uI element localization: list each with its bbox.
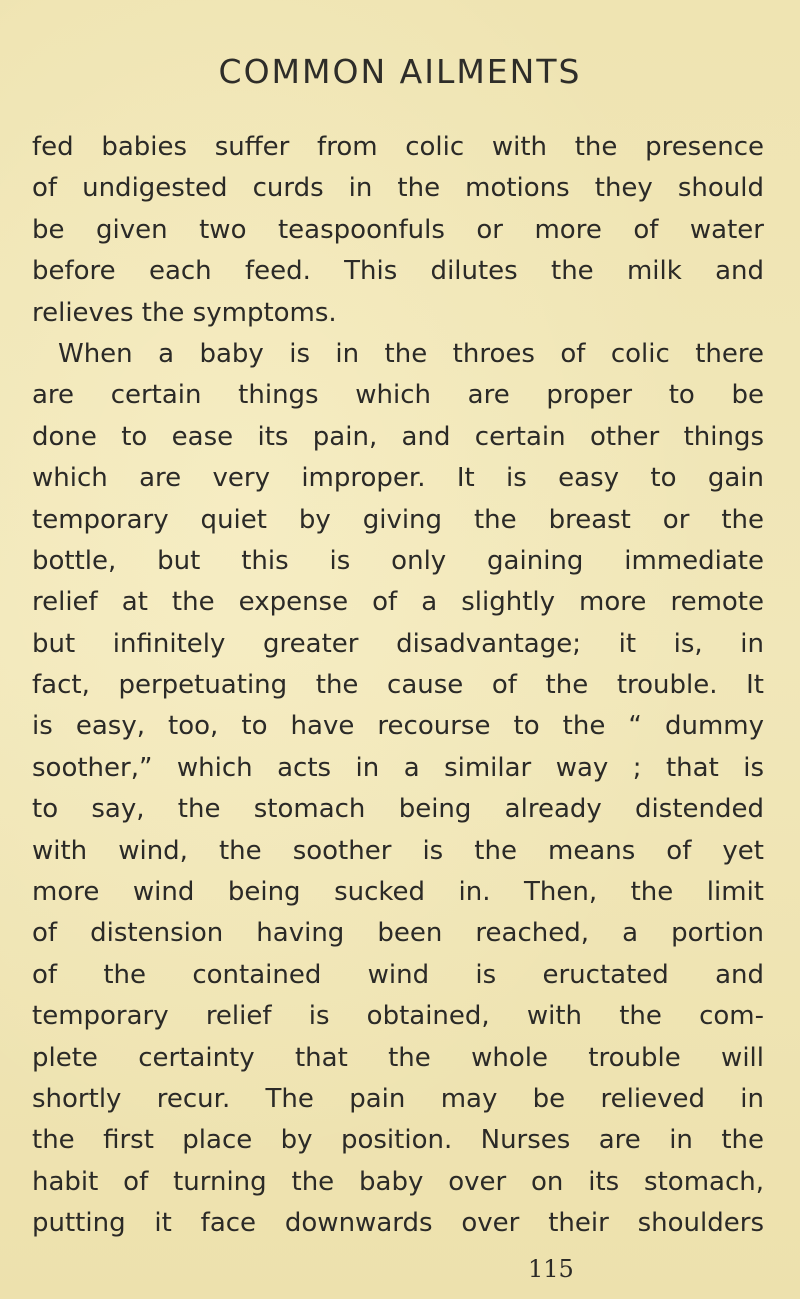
text-line: be given two teaspoonfuls or more of water [32, 214, 764, 245]
text-line: of distension having been reached, a portion [32, 918, 764, 949]
text-line: done to ease its pain, and certain other things [32, 421, 764, 452]
text-line: shortly recur. The pain may be relieved in [32, 1083, 764, 1114]
text-line: of the contained wind is eructated and [32, 959, 764, 990]
text-line: but infinitely greater disadvantage; it is, in [32, 628, 764, 659]
text-line: habit of turning the baby over on its stomach, [32, 1166, 764, 1197]
text-line: are certain things which are proper to be [32, 380, 764, 411]
text-line: When a baby is in the throes of colic there [58, 338, 764, 369]
text-line: is easy, too, to have recourse to the “ dummy [32, 711, 764, 742]
text-line: with wind, the soother is the means of yet [32, 835, 764, 866]
text-line: soother,” which acts in a similar way ; that is [32, 752, 764, 783]
text-line: temporary relief is obtained, with the com- [32, 1001, 764, 1032]
text-line: relief at the expense of a slightly more remote [32, 587, 764, 618]
text-line: to say, the stomach being already distended [32, 794, 764, 825]
text-line: plete certainty that the whole trouble will [32, 1042, 764, 1073]
text-line: more wind being sucked in. Then, the limit [32, 877, 764, 908]
running-head: COMMON AILMENTS [218, 52, 582, 91]
text-line: fact, perpetuating the cause of the trouble. It [32, 670, 764, 701]
text-line: of undigested curds in the motions they should [32, 173, 764, 204]
body-text [32, 127, 764, 1245]
text-line: which are very improper. It is easy to gain [32, 463, 764, 494]
text-line: temporary quiet by giving the breast or the [32, 504, 764, 535]
text-line: fed babies suffer from colic with the presence [32, 132, 764, 162]
text-line: bottle, but this is only gaining immediate [32, 545, 764, 576]
text-line: before each feed. This dilutes the milk and [32, 256, 764, 287]
page-number: 115 [528, 1255, 574, 1283]
text-line: the first place by position. Nurses are in the [32, 1125, 764, 1156]
text-line: putting it face downwards over their shoulders [32, 1208, 764, 1239]
text-line: relieves the symptoms. [32, 297, 337, 328]
